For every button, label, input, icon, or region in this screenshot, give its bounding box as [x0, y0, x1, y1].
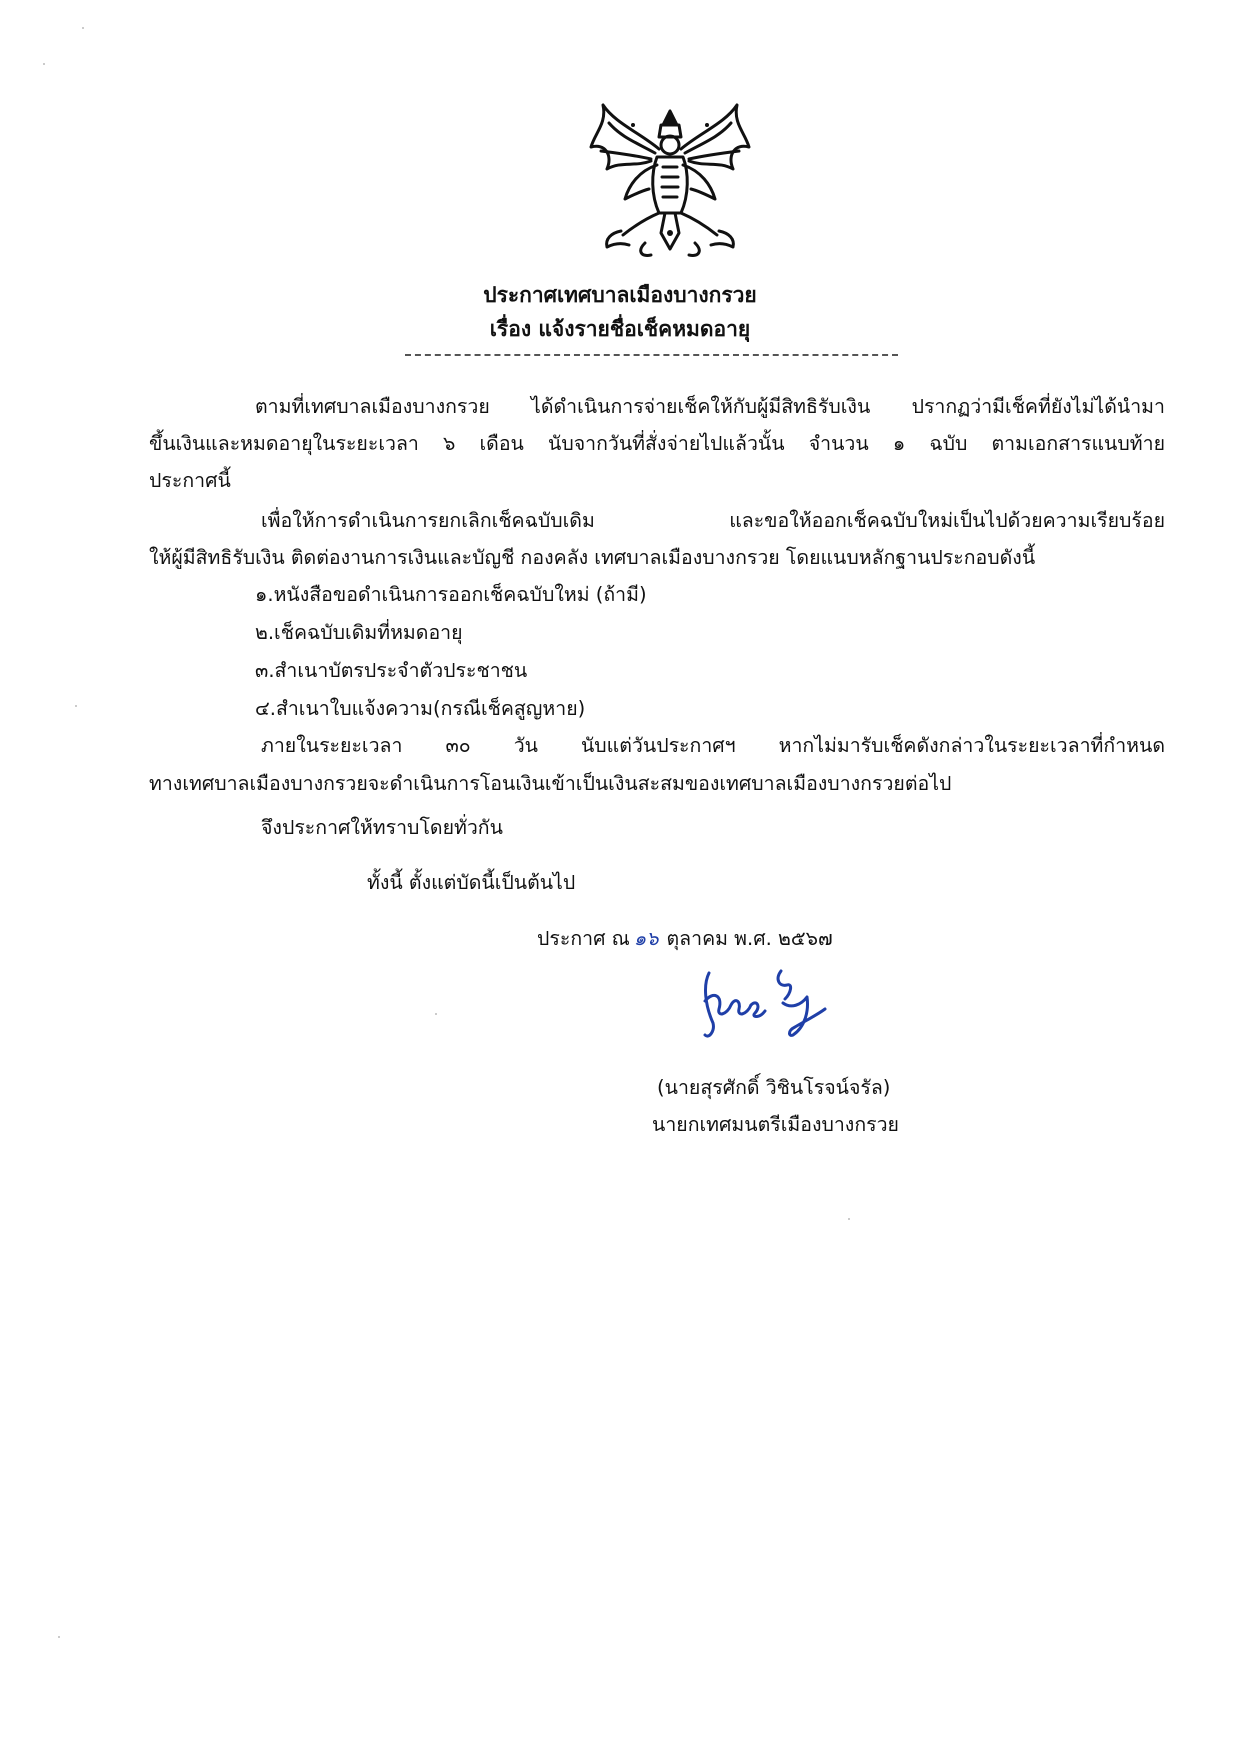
announcement-title: ประกาศเทศบาลเมืองบางกรวย — [483, 283, 757, 307]
scan-speck — [848, 1218, 850, 1220]
garuda-emblem-icon — [585, 103, 755, 263]
effective-line: ทั้งนี้ ตั้งแต่บัดนี้เป็นต้นไป — [367, 871, 576, 894]
paragraph-line: ให้ผู้มีสิทธิรับเงิน ติดต่องานการเงินและบัญชี กองคลัง เทศบาลเมืองบางกรวย โดยแนบหลักฐานประกอบดังนี้ — [149, 546, 1036, 569]
paragraph-line: ภายในระยะเวลา ๓๐ วัน นับแต่วันประกาศฯ หากไม่มารับเช็คดังกล่าวในระยะเวลาที่กำหนด — [261, 734, 1165, 757]
date-day: ๑๖ — [633, 927, 659, 950]
scan-speck — [43, 63, 45, 65]
date-month-year: ตุลาคม พ.ศ. ๒๕๖๗ — [666, 927, 833, 950]
list-item: ๔.สำเนาใบแจ้งความ(กรณีเช็คสูญหาย) — [255, 697, 586, 720]
list-item: ๓.สำเนาบัตรประจำตัวประชาชน — [255, 659, 528, 682]
signatory-position: นายกเทศมนตรีเมืองบางกรวย — [652, 1113, 899, 1136]
list-item: ๒.เช็คฉบับเดิมที่หมดอายุ — [255, 621, 463, 644]
scan-speck — [58, 1636, 60, 1638]
title-divider — [405, 354, 898, 356]
announcement-subject: เรื่อง แจ้งรายชื่อเช็คหมดอายุ — [489, 317, 751, 341]
list-item: ๑.หนังสือขอดำเนินการออกเช็คฉบับใหม่ (ถ้ามี) — [255, 583, 647, 606]
paragraph-line: ประกาศนี้ — [149, 469, 231, 492]
paragraph-line: ขึ้นเงินและหมดอายุในระยะเวลา ๖ เดือน นับจากวันที่สั่งจ่ายไปแล้วนั้น จำนวน ๑ ฉบับ ตามเอกสารแนบท้าย — [149, 432, 1165, 455]
paragraph-line: ตามที่เทศบาลเมืองบางกรวย ได้ดำเนินการจ่ายเช็คให้กับผู้มีสิทธิรับเงิน ปรากฏว่ามีเช็คที่ยังไม่ได้นำมา — [255, 395, 1165, 418]
scan-speck — [75, 705, 77, 707]
announcement-date — [537, 924, 833, 954]
paragraph-line: เพื่อให้การดำเนินการยกเลิกเช็คฉบับเดิม และขอให้ออกเช็คฉบับใหม่เป็นไปด้วยความเรียบร้อย — [261, 509, 1165, 532]
date-prefix: ประกาศ ณ — [537, 927, 630, 950]
scan-speck — [435, 1013, 437, 1015]
signatory-name: (นายสุรศักดิ์ วิชินโรจน์จรัล) — [657, 1076, 891, 1099]
paragraph-line: ทางเทศบาลเมืองบางกรวยจะดำเนินการโอนเงินเข้าเป็นเงินสะสมของเทศบาลเมืองบางกรวยต่อไป — [149, 772, 952, 795]
signature-icon — [695, 965, 835, 1045]
scan-speck — [82, 27, 84, 29]
closing-line: จึงประกาศให้ทราบโดยทั่วกัน — [261, 816, 503, 839]
